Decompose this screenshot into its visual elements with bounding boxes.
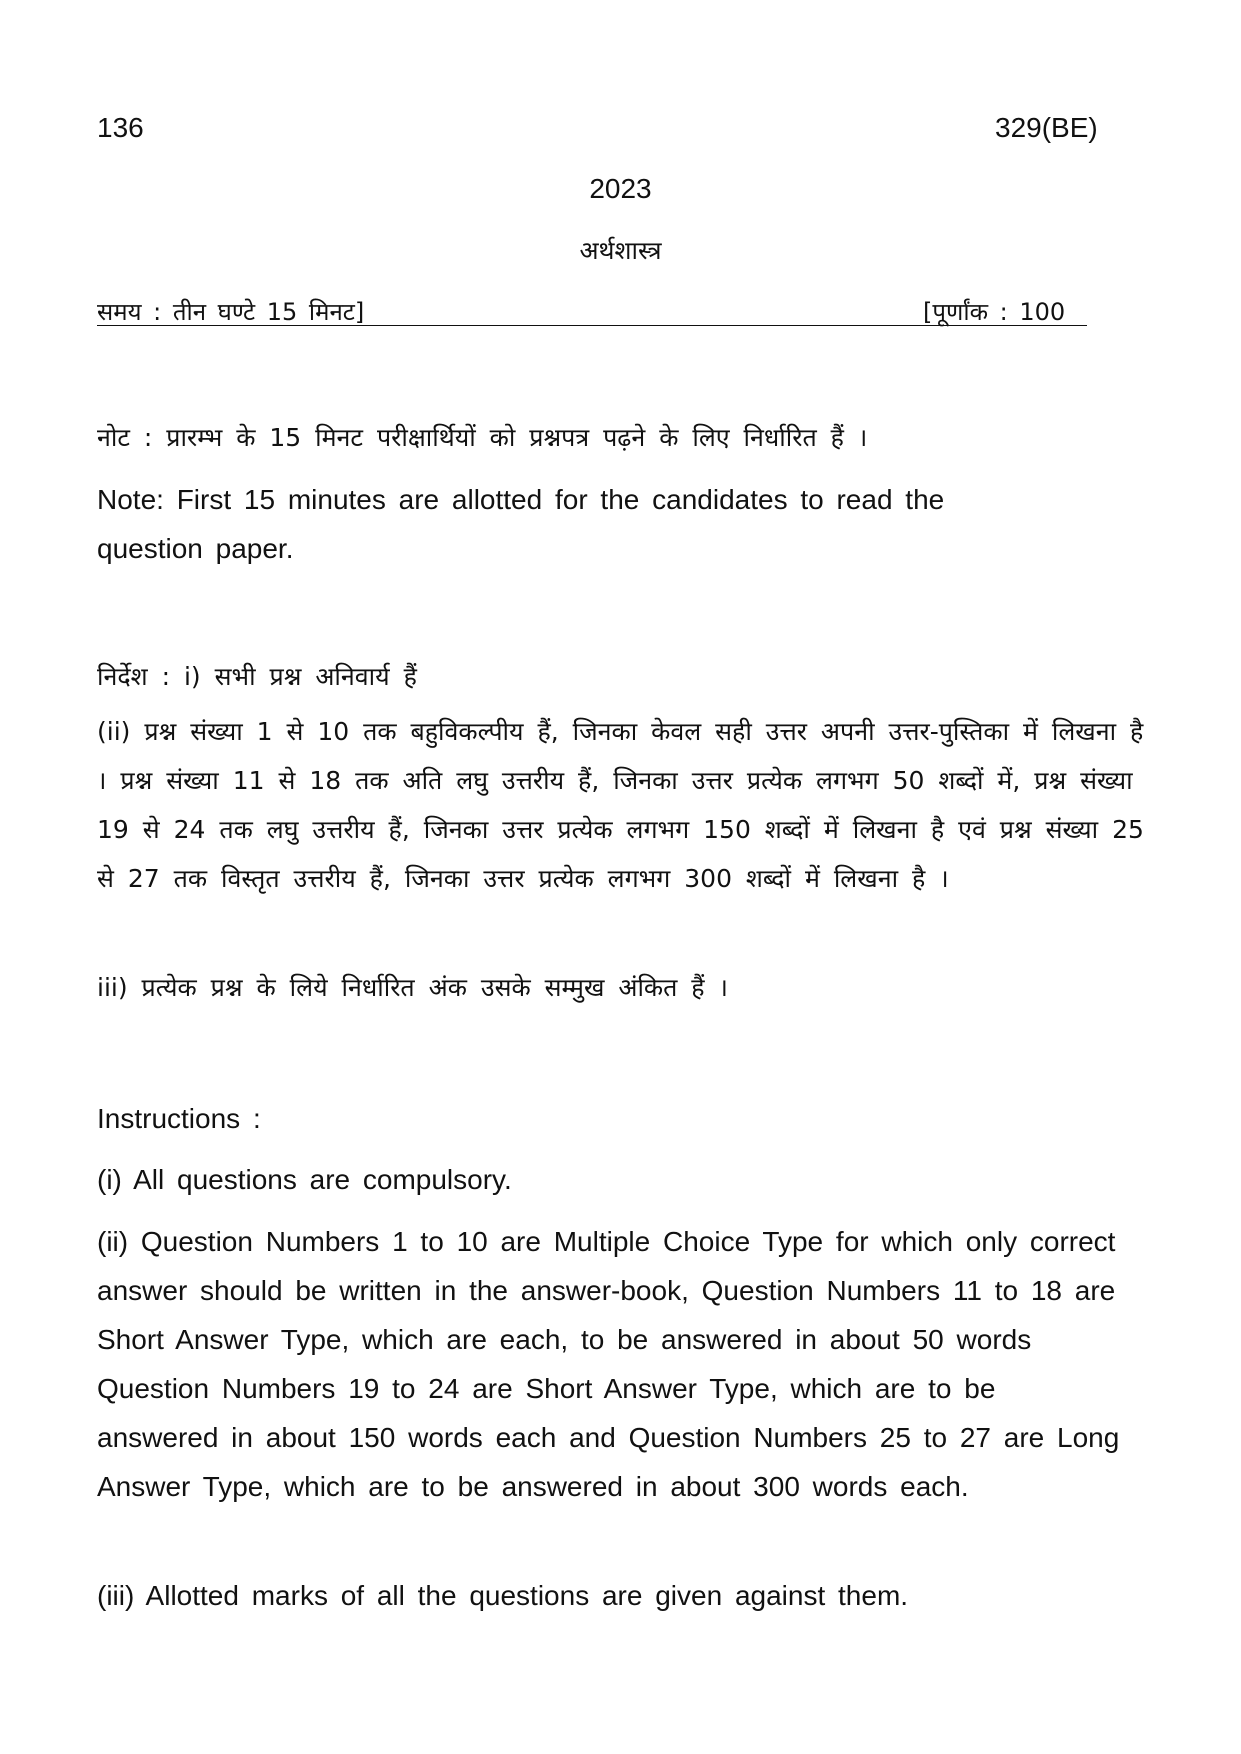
hindi-instruction-3: iii) प्रत्येक प्रश्न के लिये निर्धारित अंक उसके सम्मुख अंकित हैं । xyxy=(97,973,729,1002)
hindi-instruction-1: निर्देश : i) सभी प्रश्न अनिवार्य हैं xyxy=(97,662,417,691)
instructions-heading: Instructions : xyxy=(97,1103,261,1134)
note-hindi: नोट : प्रारम्भ के 15 मिनट परीक्षार्थियों को प्रश्नपत्र पढ़ने के लिए निर्धारित हैं । xyxy=(97,423,868,452)
english-instruction-1: (i) All questions are compulsory. xyxy=(97,1164,512,1195)
maximum-marks: [पूर्णांक : 100 xyxy=(923,298,1066,326)
exam-year: 2023 xyxy=(589,173,652,204)
page-number: 136 xyxy=(97,112,144,143)
note-english: Note: First 15 minutes are allotted for the candidates to read the question paper. xyxy=(97,484,945,564)
paper-code: 329(BE) xyxy=(995,112,1098,143)
subject-title: अर्थशास्त्र xyxy=(579,236,662,265)
header-underline xyxy=(97,325,1087,326)
time-allowed: समय : तीन घण्टे 15 मिनट] xyxy=(97,298,365,326)
hindi-instruction-2: (ii) प्रश्न संख्या 1 से 10 तक बहुविकल्पीय हैं, जिनका केवल सही उत्तर अपनी उत्तर-पुस्तिका में लिखना है । प्रश्न संख्या 11 से 18 तक अति लघु उत्तरीय हैं, जिनका उत्तर प्रत्येक लगभग 50 शब्दों में, प्रश्न संख्या 19 से 24 तक लघु उत्तरीय हैं, जिनका उत्तर प्रत्येक लगभग 150 शब्दों में लिखना है एवं प्रश्न संख्या 25 से 27 तक विस्तृत उत्तरीय हैं, जिनका उत्तर प्रत्येक लगभग 300 शब्दों में लिखना है । xyxy=(97,717,1144,893)
english-instruction-3: (iii) Allotted marks of all the questions are given against them. xyxy=(97,1580,909,1611)
english-instruction-2: (ii) Question Numbers 1 to 10 are Multiple Choice Type for which only correct answer should be written in the answer-book, Question Numbers 11 to 18 are Short Answer Type, which are each, to be answered in about 50 words Question Numbers 19 to 24 are Short Answer Type, which are to be answered in about 150 words each and Question Numbers 25 to 27 are Long Answer Type, which are to be answered in about 300 words each. xyxy=(97,1226,1120,1502)
